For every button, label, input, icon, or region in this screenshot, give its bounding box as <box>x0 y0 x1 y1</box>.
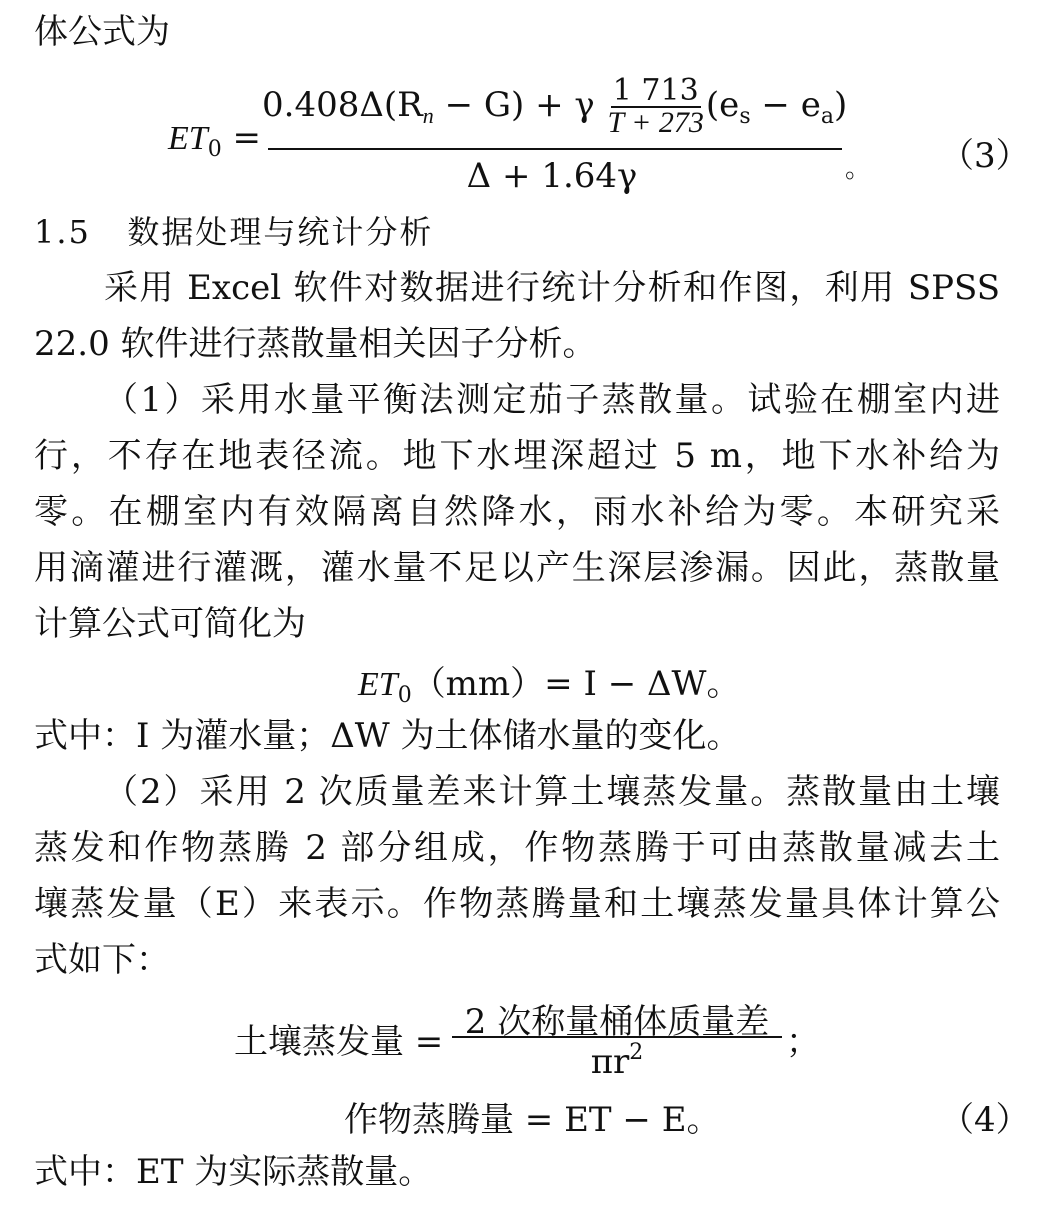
section-heading: 1.5 数据处理与统计分析 <box>34 213 434 251</box>
equation-3-end: 。 <box>845 154 872 184</box>
equation-number: （3） <box>940 136 1030 176</box>
equation-3-denominator: Δ + 1.64γ <box>466 156 638 196</box>
equation-3-numerator: $0.408\Delta(R_n - G) + \gamma$ $\frac{1 713}{T + 273}$ $(e_s - e_a)$ <box>262 73 848 139</box>
equation-3-lhs: $ET_0$ = <box>168 118 261 162</box>
text-line: （1）采用水量平衡法测定茄子蒸散量。试验在棚室内进 <box>104 380 1000 420</box>
text-line: 行，不存在地表径流。地下水埋深超过 5 m，地下水补给为 <box>34 436 1000 476</box>
text-line: 蒸发和作物蒸腾 2 部分组成，作物蒸腾于可由蒸散量减去土 <box>34 828 1000 868</box>
equation-4-soil-end: ； <box>786 1022 820 1062</box>
equation-4-soil-lhs: 土壤蒸发量 = <box>234 1022 444 1062</box>
text-line: 用滴灌进行灌溉，灌水量不足以产生深层渗漏。因此，蒸散量 <box>34 548 1000 588</box>
equation-4-crop: 作物蒸腾量 = ET − E。 <box>344 1100 721 1140</box>
text-line: 采用 Excel 软件对数据进行统计分析和作图，利用 SPSS <box>104 268 1000 308</box>
fraction-bar <box>268 148 842 150</box>
equation-4-soil-numerator: 2 次称量桶体质量差 <box>464 1002 770 1042</box>
fraction-bar <box>452 1036 782 1038</box>
equation-note: 式中：ET 为实际蒸散量。 <box>34 1152 433 1192</box>
text-line: 式如下： <box>34 940 170 980</box>
text-line: （2）采用 2 次质量差来计算土壤蒸发量。蒸散量由土壤 <box>104 772 1000 812</box>
text-line: 零。在棚室内有效隔离自然降水，雨水补给为零。本研究采 <box>34 492 1000 532</box>
text-line: 体公式为 <box>34 12 170 52</box>
equation-number: （4） <box>940 1100 1030 1140</box>
equation-simple: $ET_0(mm)= I - \Delta W$。 <box>358 664 741 708</box>
equation-note: 式中：I 为灌水量；ΔW 为土体储水量的变化。 <box>34 716 741 756</box>
text-line: 壤蒸发量（E）来表示。作物蒸腾量和土壤蒸发量具体计算公 <box>34 884 1000 924</box>
text-line: 22.0 软件进行蒸散量相关因子分析。 <box>34 324 597 364</box>
equation-4-soil-denominator: $\pi r^2$ <box>590 1040 644 1082</box>
inner-fraction: $\frac{1 713}{T + 273}$ <box>607 73 704 139</box>
text-line: 计算公式可简化为 <box>34 604 306 644</box>
